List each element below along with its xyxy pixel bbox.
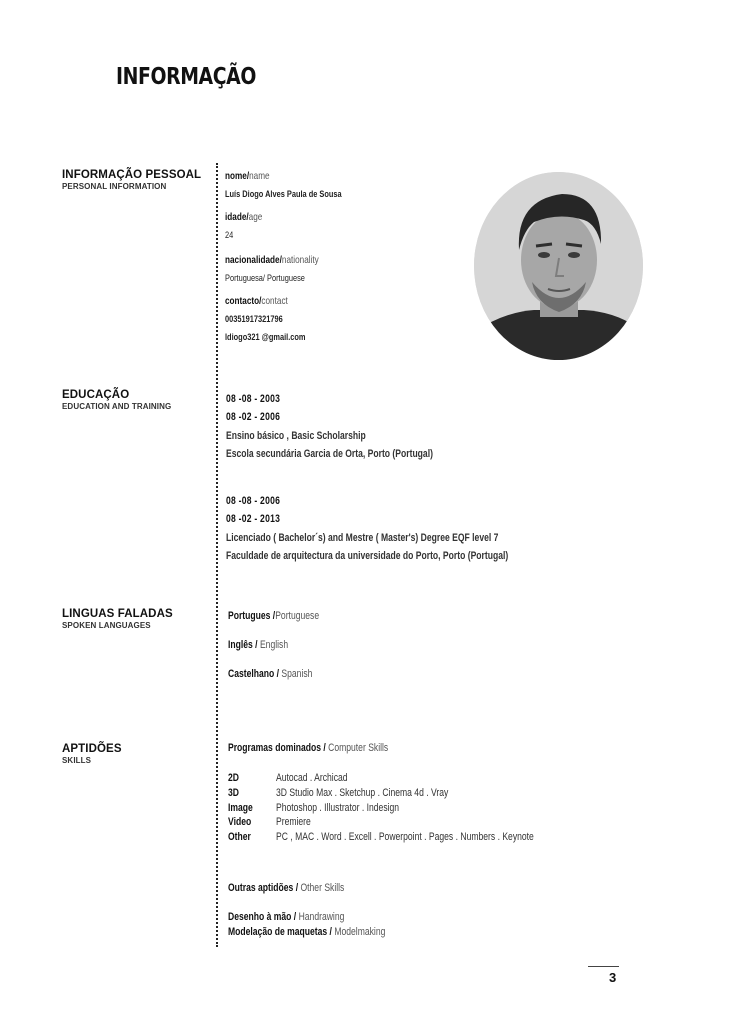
modelmaking-skill: Modelação de maquetas / Modelmaking	[228, 926, 386, 938]
skill-value: Autocad . Archicad	[276, 772, 348, 784]
education-school: Faculdade de arquitectura da universidade do Porto, Porto (Portugal)	[226, 550, 509, 562]
computer-skills-label: Programas dominados / Computer Skills	[228, 742, 389, 754]
skill-category: 3D	[228, 787, 239, 799]
name-block	[225, 166, 375, 202]
handrawing-skill: Desenho à mão / Handrawing	[228, 911, 345, 923]
contact-block	[225, 291, 328, 345]
profile-photo	[474, 172, 643, 360]
date-start: 08 -08 - 2006	[226, 495, 281, 507]
skill-value: 3D Studio Max . Sketchup . Cinema 4d . Vray	[276, 787, 449, 799]
contact-label: contacto/contact	[225, 295, 288, 307]
nationality-block	[225, 250, 345, 286]
date-end: 08 -02 - 2006	[226, 411, 281, 423]
section-title: INFORMAÇÃO PESSOAL	[62, 169, 202, 181]
name-label: nome/name	[225, 170, 270, 182]
skill-category: Image	[228, 802, 253, 814]
name-value: Luís Diogo Alves Paula de Sousa	[225, 189, 342, 200]
skill-value: Photoshop . Illustrator . Indesign	[276, 802, 400, 814]
section-education	[62, 389, 171, 411]
section-subtitle: EDUCATION AND TRAINING	[62, 402, 172, 411]
language-item: Portugues /Portuguese	[228, 610, 320, 622]
portrait-image	[474, 172, 643, 360]
other-skills-label: Outras aptidões / Other Skills	[228, 882, 345, 894]
language-item: Inglês / English	[228, 639, 289, 651]
nationality-value: Portuguesa/ Portuguese	[225, 273, 305, 284]
education-desc: Licenciado ( Bachelor´s) and Mestre ( Master's) Degree EQF level 7	[226, 532, 499, 544]
section-subtitle: SPOKEN LANGUAGES	[62, 621, 151, 630]
education-entry	[226, 389, 491, 462]
page-title: INFORMAÇÃO	[116, 64, 256, 90]
date-end: 08 -02 - 2013	[226, 513, 281, 525]
section-personal	[62, 169, 201, 191]
dotted-divider	[216, 163, 218, 947]
phone-value: 00351917321796	[225, 314, 283, 325]
section-languages	[62, 608, 173, 630]
age-block	[225, 207, 273, 243]
section-subtitle: PERSONAL INFORMATION	[62, 182, 167, 191]
section-title: LINGUAS FALADAS	[62, 608, 173, 620]
skill-value: PC , MAC . Word . Excell . Powerpoint . Pages . Numbers . Keynote	[276, 831, 534, 843]
education-school: Escola secundária Garcia de Orta, Porto (Portugal)	[226, 448, 433, 460]
section-title: EDUCAÇÃO	[62, 389, 130, 401]
skill-category: Other	[228, 831, 251, 843]
email-value: ldiogo321 @gmail.com	[225, 332, 306, 343]
skill-category: Video	[228, 816, 252, 828]
section-title: APTIDÕES	[62, 743, 122, 755]
page-number: 3	[609, 970, 617, 985]
skill-category: 2D	[228, 772, 239, 784]
education-desc: Ensino básico , Basic Scholarship	[226, 430, 366, 442]
language-item: Castelhano / Spanish	[228, 668, 313, 680]
section-subtitle: SKILLS	[62, 756, 92, 765]
skill-value: Premiere	[276, 816, 311, 828]
nationality-label: nacionalidade/nationality	[225, 254, 319, 266]
section-skills	[62, 743, 122, 765]
education-entry	[226, 491, 588, 564]
age-value: 24	[225, 230, 234, 241]
age-label: idade/age	[225, 211, 263, 223]
date-start: 08 -08 - 2003	[226, 393, 281, 405]
page-number-rule	[588, 966, 619, 967]
